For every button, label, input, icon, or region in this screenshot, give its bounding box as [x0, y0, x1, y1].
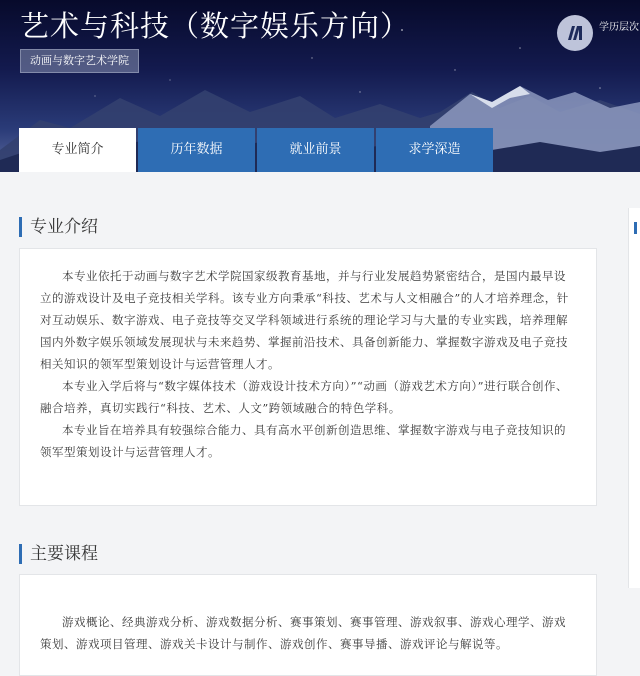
- intro-heading: 专业介绍: [19, 217, 98, 237]
- tab-major-intro[interactable]: 专业简介: [19, 128, 136, 172]
- intro-paragraph: 本专业依托于动画与数字艺术学院国家级教育基地，并与行业发展趋势紧密结合，是国内最早设立的游戏设计及电子竞技相关学科。该专业方向秉承“科技、艺术与人文相融合”的人才培养理念，针对互动娱乐、数字游戏、电子竞技等交叉学科领域进行系统的理论学习与大量的专业实践，培养理解国内外数字娱乐领域发展现状与未来趋势、掌握前沿技术、具备创新能力、掌握数字游戏及电子竞技相关知识的领军型策划设计与运营管理人才。: [40, 269, 569, 371]
- intro-card: [19, 248, 597, 506]
- book-icon: [566, 24, 584, 42]
- courses-heading: 主要课程: [19, 544, 98, 564]
- courses-text: 游戏概论、经典游戏分析、游戏数据分析、赛事策划、赛事管理、游戏叙事、游戏心理学、游戏策划、游戏项目管理、游戏关卡设计与制作、游戏创作、赛事导播、游戏评论与解说等。: [40, 615, 566, 651]
- tab-further-study[interactable]: 求学深造: [376, 128, 493, 172]
- sidebar-heading-marker: [634, 222, 637, 234]
- education-level-label[interactable]: 学历层次: [599, 22, 639, 33]
- intro-paragraph: 本专业旨在培养具有较强综合能力、具有高水平创新创造思维、掌握数字游戏与电子竞技知识的领军型策划设计与运营管理人才。: [40, 423, 566, 459]
- school-tag[interactable]: 动画与数字艺术学院: [20, 49, 139, 73]
- education-level-badge[interactable]: [557, 15, 593, 51]
- courses-card: [19, 574, 597, 676]
- header-banner: [0, 0, 640, 172]
- major-title: 艺术与科技（数字娱乐方向）: [20, 9, 411, 43]
- intro-paragraph: 本专业入学后将与“数字媒体技术（游戏设计技术方向）”“动画（游戏艺术方向）”进行联合创作、融合培养，真切实践行“科技、艺术、人文”跨领域融合的特色学科。: [40, 379, 569, 415]
- tab-career-prospects[interactable]: 就业前景: [257, 128, 374, 172]
- tab-historical-data[interactable]: 历年数据: [138, 128, 255, 172]
- sidebar-panel: [628, 208, 640, 588]
